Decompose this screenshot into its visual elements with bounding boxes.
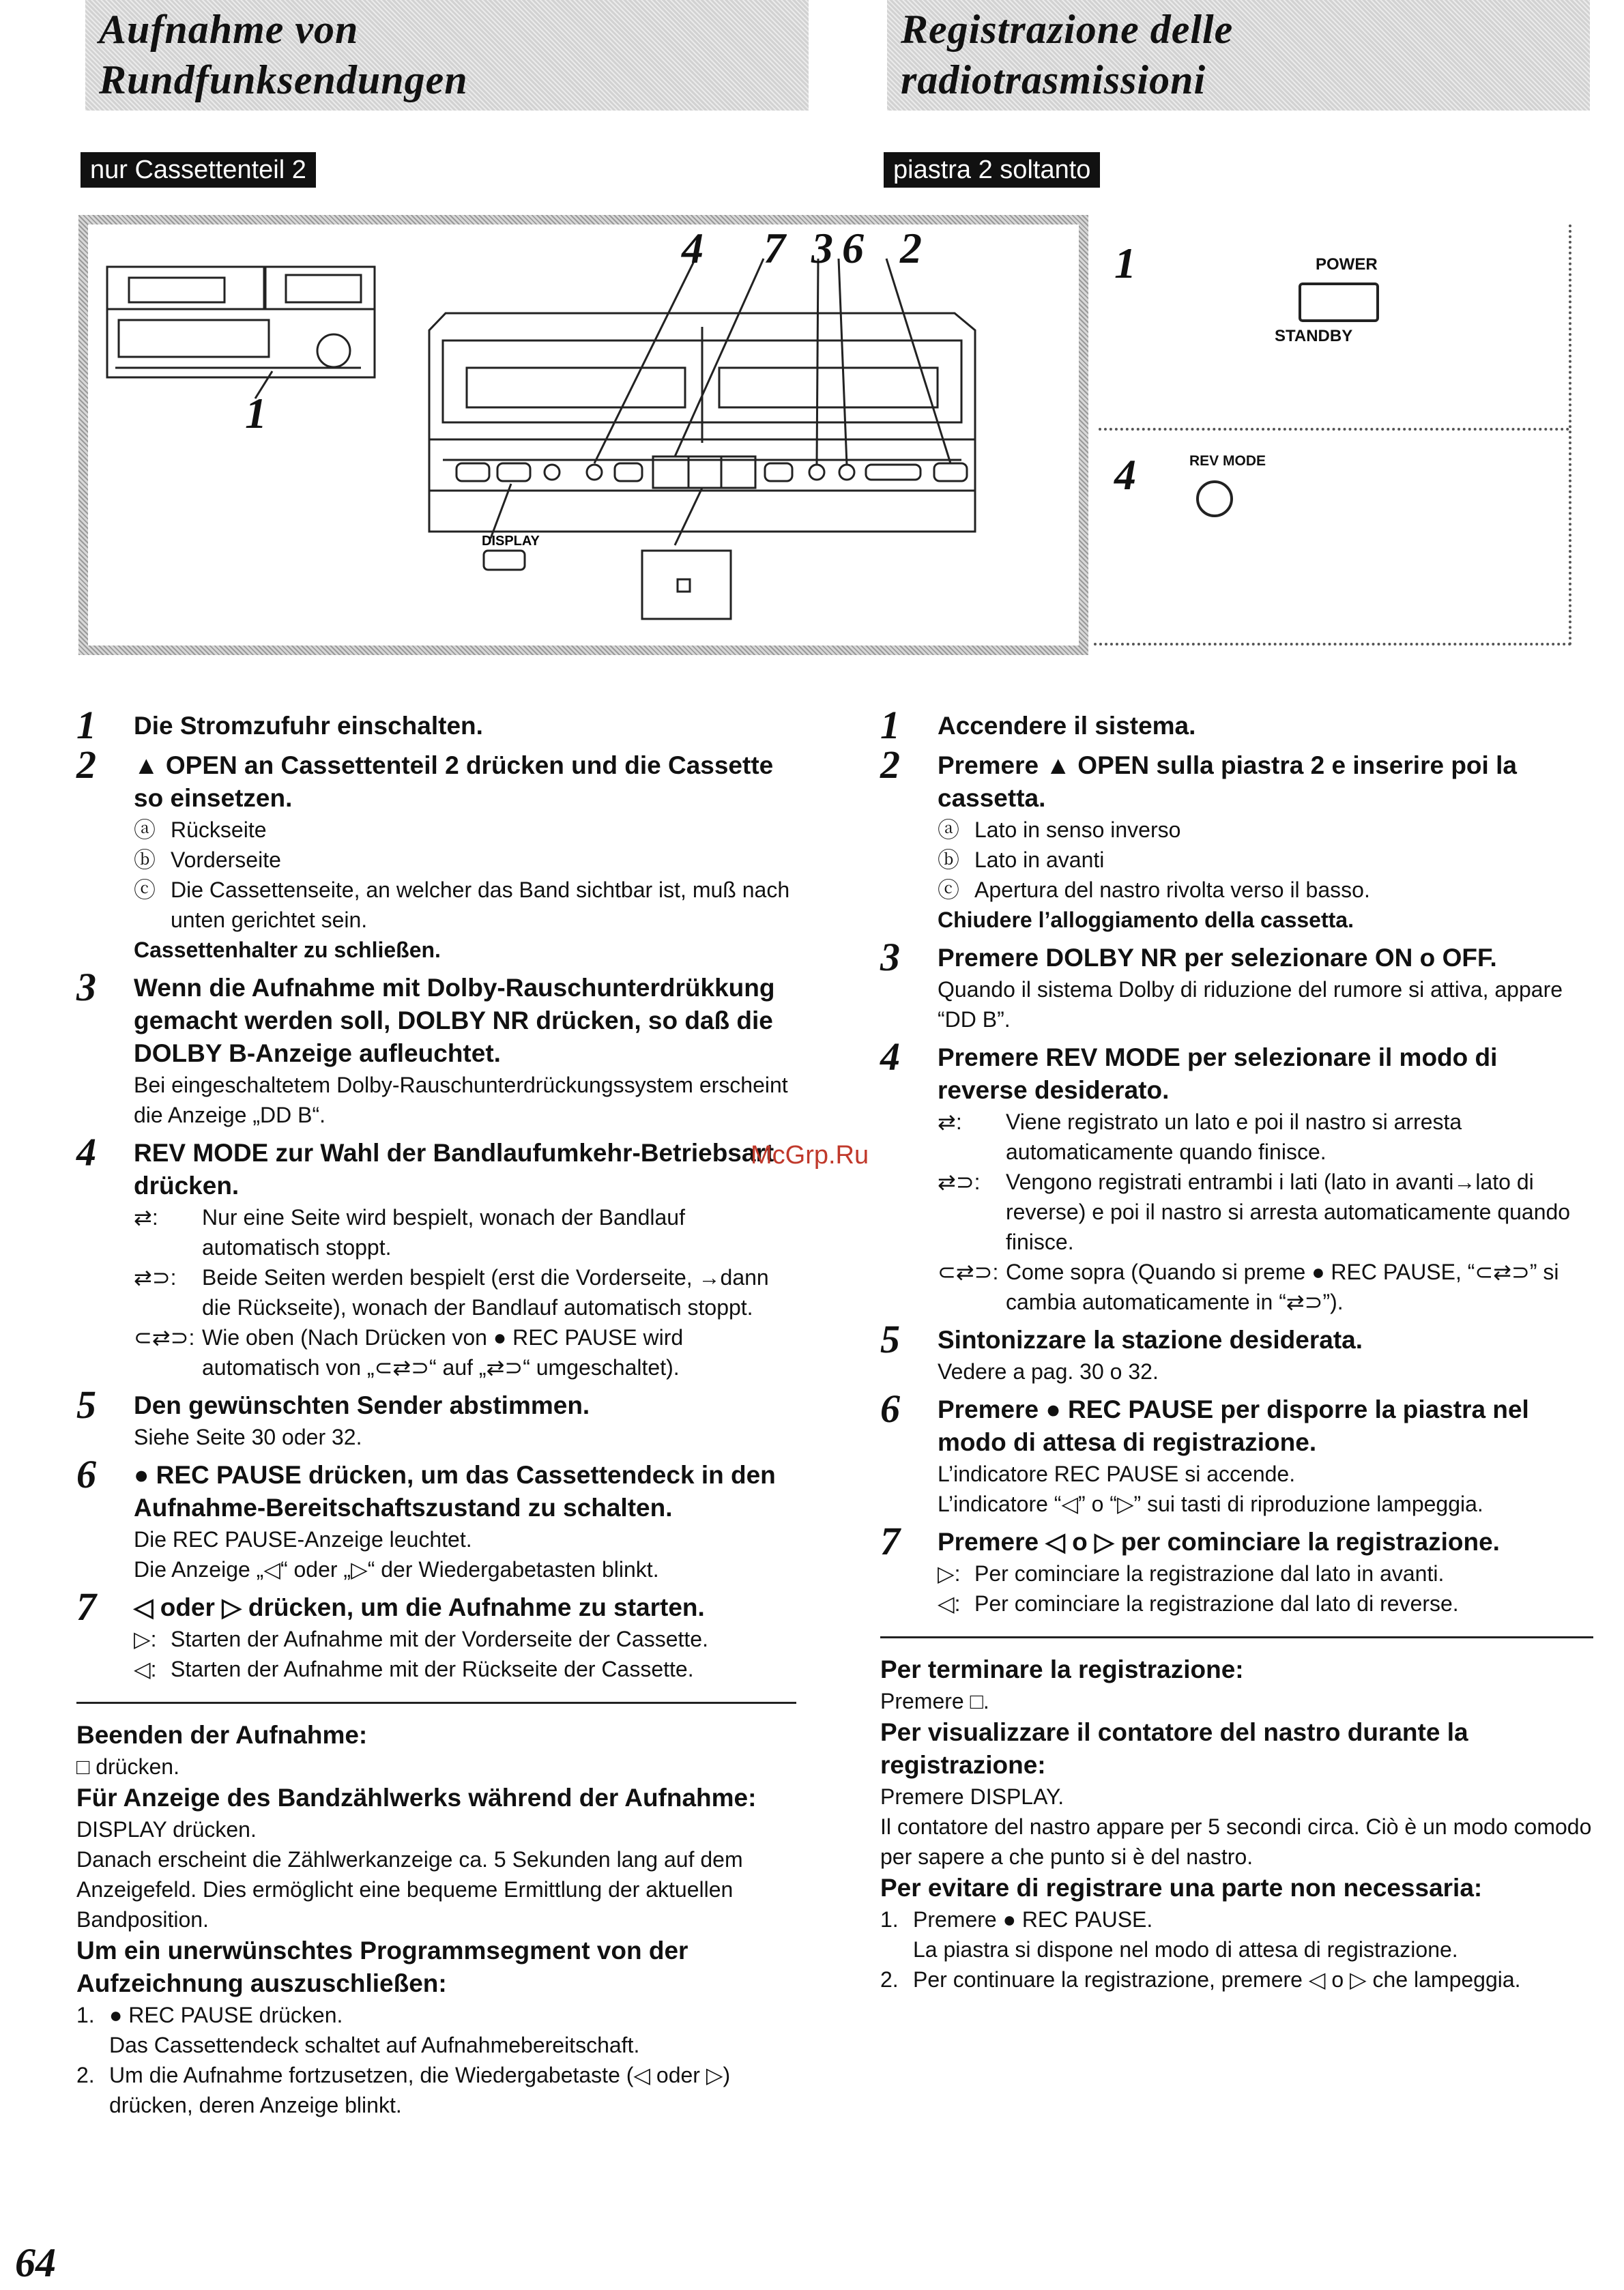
de-end-heading: Beenden der Aufnahme: [76, 1721, 368, 1749]
de-skip-heading: Um ein unerwünschtes Programmsegment von der Aufzeichnung auszuschließen: [76, 1937, 688, 1997]
page-number: 64 [15, 2240, 56, 2285]
callout-6: 6 [842, 224, 864, 272]
de-counter-body1: DISPLAY drücken. [76, 1817, 257, 1842]
de-title-line1: Aufnahme von [99, 7, 359, 52]
de-step-7: 7 ◁ oder ▷ drücken, um die Aufnahme zu starten. ▷: Starten der Aufnahme mit der Vorderseite der Cassette. ◁: Starten der Aufnahme mit der Rückseite der Cassette. [76, 1584, 708, 1681]
de-title-line2: Rundfunksendungen [99, 57, 468, 102]
it-step-2: 2 Premere ▲ OPEN sulla piastra 2 e inserire poi la cassetta. ⓐ Lato in senso inverso ⓑ Lato in avanti ⓒ Apertura del nastro rivolta verso il basso. Chiudere l’alloggiamento della cassetta. [880, 742, 1517, 932]
callout-2: 2 [900, 224, 922, 272]
tape-deck-drawing [88, 224, 1079, 646]
it-title-line1: Registrazione delle [901, 7, 1234, 52]
de-step-6: 6 ● REC PAUSE drücken, um das Cassettendeck in den Aufnahme-Bereitschaftszustand zu schalten. Die REC PAUSE-Anzeige leuchtet. Die Anzeige „◁“ oder „▷“ der Wiedergabetasten blinkt. [76, 1452, 776, 1582]
de-skip-item-2: 2. Um die Aufnahme fortzusetzen, die Wiedergabetaste (◁ oder ▷) drücken, deren Anzeige blinkt. [76, 2063, 731, 2117]
rev-mode-button [1196, 480, 1233, 517]
it-step-6: 6 Premere ● REC PAUSE per disporre la piastra nel modo di attesa di registrazione. L’indicatore REC PAUSE si accende. L’indicatore “◁” o “▷” sui tasti di riproduzione lampeggia. [880, 1387, 1529, 1516]
it-step-1: 1 Accendere il sistema. [880, 703, 1196, 747]
de-skip-item-1: 1. ● REC PAUSE drücken. Das Cassettendeck schaltet auf Aufnahmebereitschaft. [76, 2003, 640, 2057]
it-title-line2: radiotrasmissioni [901, 57, 1206, 102]
power-button [1299, 282, 1379, 322]
it-step-4: 4 Premere REV MODE per selezionare il modo di reverse desiderato. ⇄: Viene registrato un lato e poi il nastro si arresta automaticamente quando finisce. ⇄⊃: Vengono registrati entrambi i lati (lato in avanti→lato di reverse) e poi il nastro si arresta automaticamente quando finisce. ⊂⇄⊃: Come sopra (Quando si preme ● REC PAUSE, “⊂⇄⊃” si cambia automaticamente in “⇄⊃”). [880, 1034, 1571, 1314]
it-skip-item-1: 1. Premere ● REC PAUSE. La piastra si dispone nel modo di attesa di registrazione. [880, 1907, 1458, 1962]
callout-1-power: 1 [1114, 239, 1136, 287]
it-counter-body1: Premere DISPLAY. [880, 1784, 1064, 1809]
illustration-frame [78, 215, 1088, 655]
german-column [76, 703, 796, 2120]
callout-4: 4 [682, 224, 704, 272]
it-step-3: 3 Premere DOLBY NR per selezionare ON o OFF. Quando il sistema Dolby di riduzione del rumore si attiva, appare “DD B”. [880, 935, 1563, 1032]
power-rev-panel [1094, 224, 1571, 646]
de-tag: nur Cassettenteil 2 [81, 152, 316, 188]
italian-column [880, 703, 1593, 1995]
it-counter-body2: Il contatore del nastro appare per 5 secondi circa. Ciò è un modo comodo per sapere a che punto si è del nastro. [880, 1814, 1592, 1869]
callout-4-rev: 4 [1114, 450, 1136, 499]
callout-3: 3 [811, 224, 833, 272]
de-step-3: 3 Wenn die Aufnahme mit Dolby-Rauschunterdrükkung gemacht werden soll, DOLBY NR drücken, so daß die DOLBY B-Anzeige aufleuchtet. Bei eingeschaltetem Dolby-Rauschunterdrückungssystem erscheint die Anzeige „DD B“. [76, 965, 788, 1127]
de-step-5: 5 Den gewünschten Sender abstimmen. Siehe Seite 30 oder 32. [76, 1382, 590, 1449]
de-step-2: 2 ▲ OPEN an Cassettenteil 2 drücken und die Cassette so einsetzen. ⓐ Rückseite ⓑ Vorderseite ⓒ Die Cassettenseite, an welcher das Band sichtbar ist, muß nach unten gerichtet sein. Cassettenhalter zu schließen. [76, 742, 790, 962]
de-step-1: 1 Die Stromzufuhr einschalten. [76, 703, 483, 747]
callout-1-system: 1 [245, 389, 267, 437]
de-title-box [85, 0, 809, 111]
it-end-body: Premere □. [880, 1689, 989, 1713]
it-skip-heading: Per evitare di registrare una parte non necessaria: [880, 1874, 1483, 1902]
callout-7: 7 [764, 224, 785, 272]
it-step-5: 5 Sintonizzare la stazione desiderata. Vedere a pag. 30 o 32. [880, 1317, 1363, 1384]
display-label: DISPLAY [482, 534, 540, 549]
it-skip-item-2: 2. Per continuare la registrazione, premere ◁ o ▷ che lampeggia. [880, 1967, 1521, 1992]
de-counter-heading: Für Anzeige des Bandzählwerks während der Aufnahme: [76, 1784, 757, 1812]
de-step-4: 4 REV MODE zur Wahl der Bandlaufumkehr-Betriebsart drücken. ⇄: Nur eine Seite wird bespielt, wonach der Bandlauf automatisch stoppt. ⇄⊃: Beide Seiten werden bespielt (erst die Vorderseite, →dann die Rückseite), wonach der Bandlauf automatisch stoppt. ⊂⇄⊃: Wie oben (Nach Drücken von ● REC PAUSE wird automatisch von „⊂⇄⊃“ auf „⇄⊃“ umgeschaltet). [76, 1130, 774, 1380]
it-step-7: 7 Premere ◁ o ▷ per cominciare la registrazione. ▷: Per cominciare la registrazione dal lato in avanti. ◁: Per cominciare la registrazione dal lato di reverse. [880, 1519, 1500, 1616]
standby-label: STANDBY [1275, 327, 1353, 345]
device-illustration [78, 215, 1573, 655]
it-counter-heading: Per visualizzare il contatore del nastro durante la registrazione: [880, 1718, 1468, 1779]
watermark: McGrp.Ru [751, 1141, 869, 1170]
de-counter-body2: Danach erscheint die Zählwerkanzeige ca. 5 Sekunden lang auf dem Anzeigefeld. Dies ermöglicht eine bequeme Ermittlung der aktuellen Bandposition. [76, 1847, 743, 1932]
power-label: POWER [1316, 255, 1378, 274]
rev-mode-label: REV MODE [1189, 453, 1266, 469]
it-end-heading: Per terminare la registrazione: [880, 1655, 1244, 1683]
de-end-body: □ drücken. [76, 1754, 179, 1779]
it-tag: piastra 2 soltanto [884, 152, 1100, 188]
it-title-box [887, 0, 1590, 111]
